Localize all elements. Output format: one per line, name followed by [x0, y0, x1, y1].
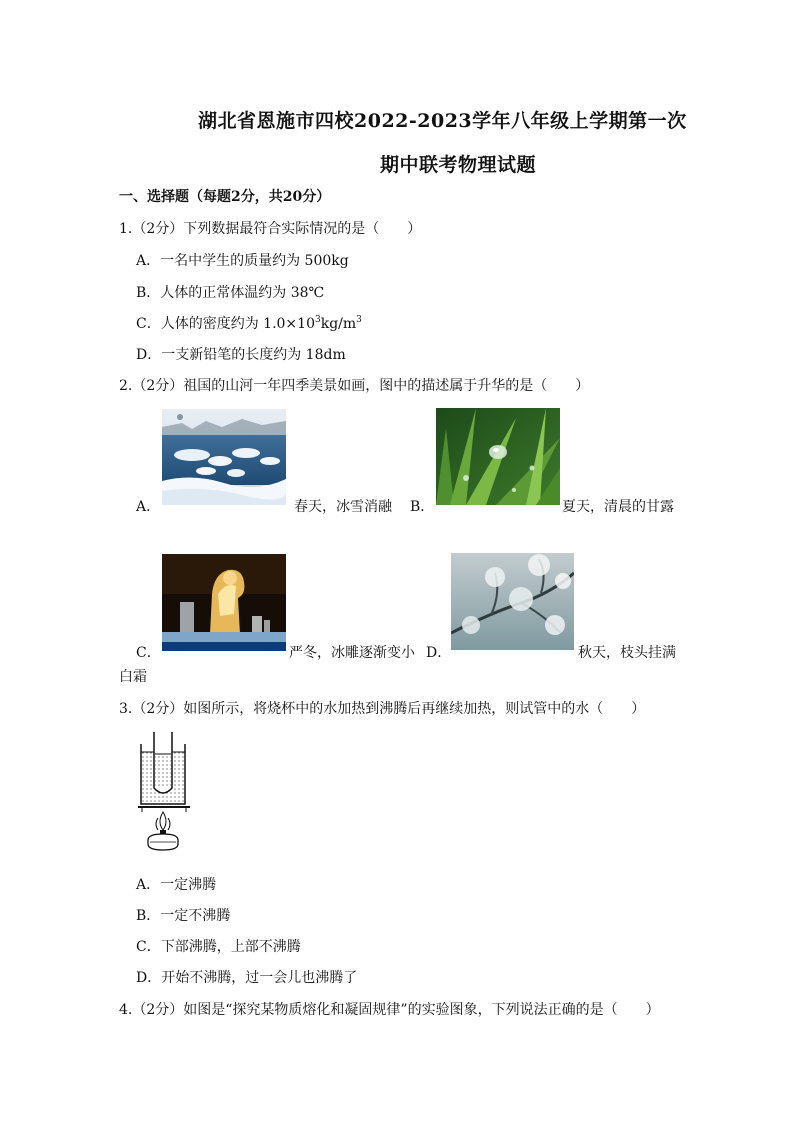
beaker-test-tube-diagram	[138, 732, 190, 854]
question-2-option-d-caption: 秋天，枝头挂满	[578, 645, 676, 661]
question-2-option-d-caption-continued: 白霜	[119, 669, 147, 685]
question-2-option-d-label: D．	[426, 645, 452, 661]
question-1-option-c	[136, 313, 362, 333]
option-c-text: C．人体的密度约为 1.0×10	[136, 316, 315, 332]
question-1-stem: 1.（2分）下列数据最符合实际情况的是（ ）	[119, 221, 422, 237]
question-2-option-c-caption: 严冬，冰雕逐渐变小	[289, 645, 415, 661]
spring-ice-melting-image	[162, 409, 286, 505]
question-3-stem: 3.（2分）如图所示，将烧杯中的水加热到沸腾后再继续加热，则试管中的水（ ）	[119, 701, 646, 717]
doc-title-line1: 湖北省恩施市四校2022-2023学年八年级上学期第一次	[198, 110, 687, 132]
doc-title-line2: 期中联考物理试题	[380, 154, 537, 176]
question-3-option-d: D．开始不沸腾，过一会儿也沸腾了	[136, 970, 358, 986]
summer-dew-image	[436, 408, 560, 505]
option-c-exponent: 3	[314, 315, 321, 325]
question-2-option-a-caption: 春天，冰雪消融	[294, 499, 392, 515]
option-c-unit: kg/m	[320, 316, 357, 332]
winter-ice-sculpture-image	[162, 554, 286, 651]
question-2-option-a-label: A．	[136, 499, 161, 515]
question-2-stem: 2.（2分）祖国的山河一年四季美景如画，图中的描述属于升华的是（ ）	[119, 378, 590, 394]
question-1-option-b: B．人体的正常体温约为 38℃	[136, 285, 325, 301]
question-1-option-a: A．一名中学生的质量约为 500kg	[136, 253, 349, 269]
question-2-option-b-caption: 夏天，清晨的甘露	[562, 499, 674, 515]
section-heading: 一、选择题（每题2分，共20分）	[119, 189, 331, 205]
autumn-frost-branches-image	[451, 553, 574, 650]
option-c-unit-exponent: 3	[356, 315, 362, 325]
question-2-option-b-label: B．	[410, 499, 435, 515]
question-1-option-d: D．一支新铅笔的长度约为 18dm	[136, 347, 346, 363]
question-4-stem: 4.（2分）如图是“探究某物质熔化和凝固规律”的实验图象，下列说法正确的是（ ）	[119, 1002, 660, 1018]
question-3-option-c: C．下部沸腾，上部不沸腾	[136, 939, 301, 955]
question-2-option-c-label: C．	[136, 645, 161, 661]
question-3-option-a: A．一定沸腾	[136, 877, 217, 893]
question-3-option-b: B．一定不沸腾	[136, 908, 231, 924]
